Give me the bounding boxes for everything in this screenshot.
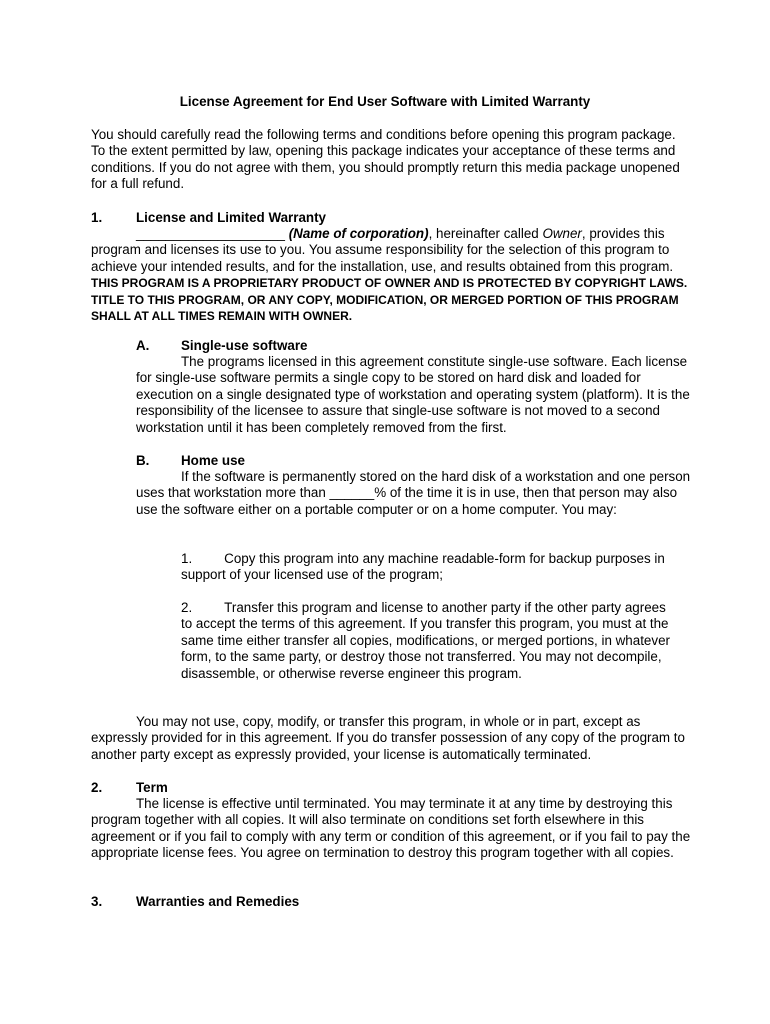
closing-paragraph: You may not use, copy, modify, or transfer this program, in whole or in part, except as expressly provided for in this agreement. If you do transfer possession of any copy of the program to another party except as expressly provided, your license is automatically terminated. — [91, 714, 685, 762]
section-1-heading: License and Limited Warranty — [136, 210, 326, 225]
corporation-placeholder: (Name of corporation) — [288, 226, 429, 241]
list-item — [181, 600, 671, 682]
subsection-a-letter: A. — [136, 338, 150, 353]
section-2-heading: Term — [136, 780, 168, 795]
section-3-heading: Warranties and Remedies — [136, 894, 300, 909]
subsection-b-letter: B. — [136, 453, 150, 468]
subsection-b-heading: Home use — [181, 453, 245, 468]
owner-term: Owner — [542, 226, 582, 241]
section-1-number: 1. — [91, 210, 103, 225]
document-title: License Agreement for End User Software with Limited Warranty — [179, 94, 591, 109]
corporation-name-blank: ____________________ — [136, 226, 285, 241]
list-item — [181, 551, 671, 584]
section-3-number: 3. — [91, 894, 103, 909]
list-item-number: 1. — [181, 551, 193, 566]
proprietary-notice: THIS PROGRAM IS A PROPRIETARY PRODUCT OF OWNER AND IS PROTECTED BY COPYRIGHT LAWS. TITLE TO THIS PROGRAM, OR ANY COPY, MODIFICATION, OR MERGED PORTION OF THIS PROGRAM SHALL AT ALL TIMES REMAIN WITH OWNER. — [91, 276, 688, 324]
section-2-number: 2. — [91, 780, 103, 795]
subsection-a-body: The programs licensed in this agreement constitute single-use software. Each license for single-use software permits a single copy to be stored on hard disk and loaded for execution on a single designated type of workstation and operating system (platform). It is the responsibility of the licensee to assure that single-use software is not moved to a second workstation until it has been completely removed from the first. — [136, 354, 690, 435]
list-item-text: Transfer this program and license to another party if the other party agrees to accept the terms of this agreement. If you transfer this program, you must at the same time either transfer all copies, modifications, or merged portions, in whatever form, to the same party, or destroy those not transferred. You may not decompile, disassemble, or otherwise reverse engineer this program. — [181, 600, 670, 681]
subsection-a-heading: Single-use software — [181, 338, 308, 353]
section-2-body: The license is effective until terminated. You may terminate it at any time by destroying this program together with all copies. It will also terminate on conditions set forth elsewhere in this agreement or if you fail to comply with any term or condition of this agreement, or if you fail to pay the appropriate license fees. You agree on termination to destroy this program together with all copies. — [91, 796, 691, 861]
list-item-text: Copy this program into any machine readable-form for backup purposes in support of your licensed use of the program; — [181, 551, 665, 583]
intro-paragraph: You should carefully read the following terms and conditions before opening this program package. To the extent permitted by law, opening this package indicates your acceptance of these terms and conditions. If you do not agree with them, you should promptly return this media package unopened for a full refund. — [91, 127, 680, 192]
section-1-body: ____________________ (Name of corporation), hereinafter called Owner, provides this program and licenses its use to you. You assume responsibility for the selection of this program to achieve your intended results, and for the installation, use, and results obtained from this program. THIS PROGRAM IS A PROPRIETARY PRODUCT OF OWNER AND IS PROTECTED BY COPYRIGHT LAWS. TITLE TO THIS PROGRAM, OR ANY COPY, MODIFICATION, OR MERGED PORTION OF THIS PROGRAM SHALL AT ALL TIMES REMAIN WITH OWNER. — [91, 226, 688, 324]
list-item-number: 2. — [181, 600, 193, 615]
subsection-b-body: If the software is permanently stored on the hard disk of a workstation and one person uses that workstation more than ______% of the time it is in use, then that person may also use the software either on a portable computer or on a home computer. You may: — [136, 469, 691, 517]
